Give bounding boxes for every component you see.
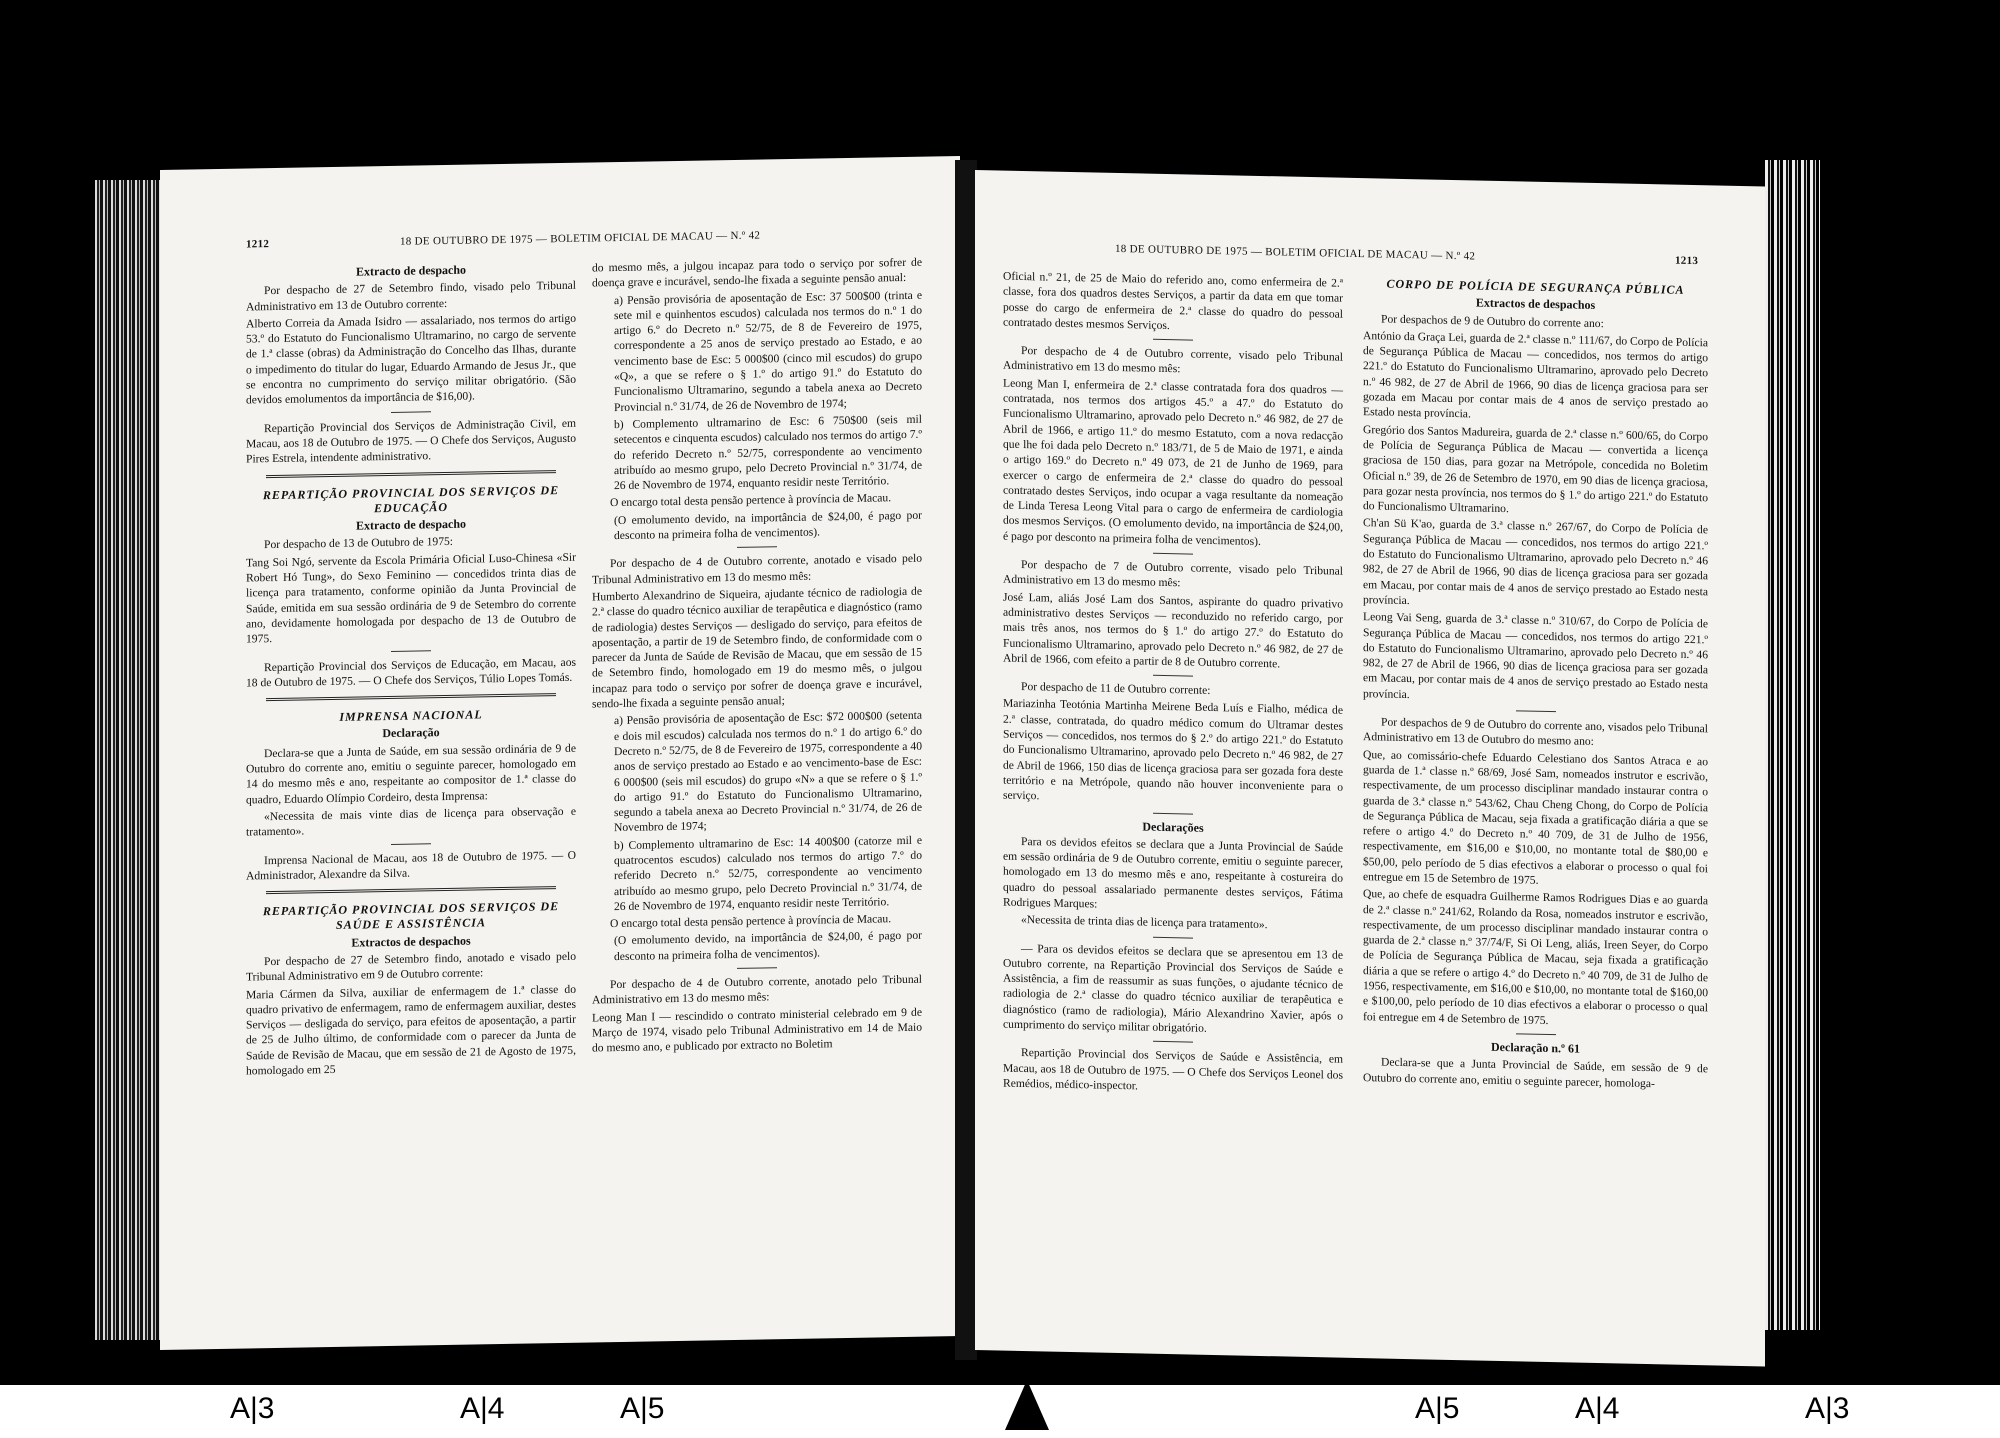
left-page-header: 18 DE OUTUBRO DE 1975 — BOLETIM OFICIAL DE MACAU — N.º 42	[400, 229, 761, 248]
item-heading: Declaração	[382, 725, 440, 741]
paragraph: Oficial n.º 21, de 25 de Maio do referido ano, como enfermeira de 2.ª classe, fora dos quadros destes Serviços, a partir da data em que tomar posse do cargo de enfermeira de 2.ª classe do quadro do pessoal contratado destes mesmos Serviços.	[1003, 269, 1343, 332]
paragraph: (O emolumento devido, na importância de $24,00, é pago por desconto na primeira folha de vencimentos).	[614, 929, 922, 963]
separator-rule	[1153, 675, 1193, 677]
paragraph: Que, ao comissário-chefe Eduardo Celestiano dos Santos Atraca e ao guarda de 1.ª classe n.º 68/69, José Sam, nomeados instrutor e escrivão, respectivamente, de um processo disciplinar mandado instaurar contra o guarda de 3.ª classe n.º 543/62, Chau Cheng Chong, do Corpo de Polícia de Segurança Pública de Macau, seja fixada a gratificação diária a que se refere o artigo 4.º do Decreto n.º 40 709, de 31 de Julho de 1956, respectivamente, em $16,00 e $10,00, no montante total de $80,00 e $50,00, pelo período de 5 dias efectivos a elaborar o processo o qual foi entregue em 15 de Setembro de 1975.	[1363, 747, 1708, 887]
left-page-edge	[95, 180, 165, 1340]
paragraph: Imprensa Nacional de Macau, aos 18 de Outubro de 1975. — O Administrador, Alexandre da Silva.	[246, 848, 576, 883]
paragraph: Por despacho de 4 de Outubro corrente, anotado pelo Tribunal Administrativo em 13 do mesmo mês:	[592, 972, 922, 1007]
paragraph: Por despachos de 9 de Outubro do corrente ano:	[1381, 312, 1604, 330]
paragraph: O encargo total desta pensão pertence à província de Macau.	[610, 491, 892, 510]
frame-annotation: A|4	[460, 1392, 505, 1425]
item-heading: Declarações	[1142, 819, 1204, 835]
ornament-divider	[266, 470, 556, 480]
section-title: IMPRENSA NACIONAL	[339, 707, 483, 724]
separator-rule	[1516, 1033, 1556, 1035]
left-page-number: 1212	[246, 238, 270, 251]
paragraph: a) Pensão provisória de aposentação de Esc: $72 000$00 (setenta e dois mil escudos) calculada nos termos do n.º 1 do artigo 6.º do Decreto n.º 52/75, de 8 de Fevereiro de 1975, correspondente a 40 anos de serviço prestado ao Estado e ao vencimento-base de Esc: 6 000$00 (seis mil escudos) do grupo «N» a que se refere o § 1.º do artigo 91.º do Estatuto do Funcionalismo Ultramarino, segundo a tabela anexa ao Decreto Provincial n.º 31/74, de 26 de Novembro de 1974;	[614, 709, 922, 835]
separator-rule	[391, 411, 431, 413]
separator-rule	[391, 843, 431, 845]
paragraph: Por despacho de 4 de Outubro corrente, anotado e visado pelo Tribunal Administrativo em 13 do mesmo mês:	[592, 552, 922, 587]
paragraph: Repartição Provincial dos Serviços de Educação, em Macau, aos 18 de Outubro de 1975. — O Chefe dos Serviços, Túlio Lopes Tomás.	[246, 655, 576, 690]
item-heading: Declaração n.º 61	[1491, 1039, 1580, 1056]
separator-rule	[737, 547, 777, 549]
paragraph: Que, ao chefe de esquadra Guilherme Ramos Rodrigues Dias e ao guarda de 2.ª classe n.º 241/62, Rolando da Rosa, nomeados instrutor e escrivão, respectivamente, de um processo disciplinar mandado instaurar contra o guarda de 2.ª classe n.º 37/74/F, Si Oi Leng, aliás, Ireen Seyer, do Corpo de Polícia de Segurança Pública de Macau, seja fixada a gratificação diária a que se refere o artigo 4.º do Decreto n.º 40 709, de 31 de Julho de 1956, respectivamente, em $16,00 e $10,00, no montante total de $160,00 e $100,00, pelo período de 10 dias efectivos a elaborar o processo o qual foi entregue em 4 de Setembro de 1975.	[1363, 887, 1708, 1027]
paragraph: Leong Man I, enfermeira de 2.ª classe contratada fora dos quadros — contratada, nos termos dos artigos 45.º a 47.º do Estatuto do Funcionalismo Ultramarino, aprovado pelo Decreto n.º 46 982, de 27 de Abril de 1966, e artigo 11.º do mesmo Estatuto, com a nova redacção que lhe foi dada pelo Decreto n.º 183/71, de 5 de Maio de 1971, e ainda o artigo 169.º do Decreto n.º 49 073, de 21 de Junho de 1969, para exercer o cargo de enfermeira de 2.ª classe do quadro do pessoal contratado destes Serviços, indo ocupar a vaga resultante da nomeação de Linda Teresa Leong Vital para o cargo de enfermeira de cardiologia dos mesmos Serviços. (O emolumento devido, na importância de $24,00, é pago por desconto na primeira folha de vencimentos).	[1003, 376, 1343, 548]
right-column-1	[1003, 269, 1343, 1100]
ornament-divider	[266, 693, 556, 703]
item-heading: Extracto de despacho	[356, 516, 466, 533]
paragraph: b) Complemento ultramarino de Esc: 6 750$00 (seis mil setecentos e cinquenta escudos) calculado nos termos do artigo 7.º do referido Decreto n.º 52/75, correspondente ao vencimento atribuído ao mesmo grupo, pelo Decreto Provincial n.º 31/74, de 26 de Novembro de 1974, enquanto residir neste Território.	[614, 412, 922, 493]
section-title: REPARTIÇÃO PROVINCIAL DOS SERVIÇOS DE EDUCAÇÃO	[262, 482, 560, 516]
right-page	[975, 170, 1765, 1367]
paragraph: Mariazinha Teotónia Martinha Meirene Beda Luís e Fialho, médica de 2.ª classe, contratada, do quadro médico comum do Ultramar destes Serviços — concedidos, nos termos do § 2.º do artigo 221.º do Estatuto do Funcionalismo Ultramarino, aprovado pelo Decreto n.º 46 982, de 27 de Abril de 1966, 150 dias de licença graciosa para ser gozada fora deste território e na Metrópole, quando não houver inconveniente para o serviço.	[1003, 697, 1343, 803]
frame-annotation: A|4	[1575, 1392, 1620, 1425]
section-title: REPARTIÇÃO PROVINCIAL DOS SERVIÇOS DE SAÚDE E ASSISTÊNCIA	[262, 899, 560, 933]
left-column-1	[246, 261, 576, 1081]
right-page-header: 18 DE OUTUBRO DE 1975 — BOLETIM OFICIAL DE MACAU — N.º 42	[1115, 242, 1476, 263]
separator-rule	[1153, 1041, 1193, 1043]
separator-rule	[1153, 812, 1193, 814]
book-gutter	[955, 160, 977, 1360]
paragraph: «Necessita de mais vinte dias de licença para observação e tratamento».	[246, 804, 576, 839]
paragraph: Repartição Provincial dos Serviços de Administração Civil, em Macau, aos 18 de Outubro de 1975. — O Chefe dos Serviços, Augusto Pires Estrela, intendente administrativo.	[246, 416, 576, 466]
separator-rule	[1516, 710, 1556, 712]
paragraph: António da Graça Lei, guarda de 2.ª classe n.º 111/67, do Corpo de Polícia de Segurança Pública de Macau — concedidos, nos termos do artigo 221.º do Estatuto do Funcionalismo Ultramarino, aprovado pelo Decreto n.º 46 982, de 27 de Abril de 1966, 90 dias de licença graciosa para ser gozada em Macau por contar mais de 4 anos de serviço prestado ao Estado nesta província.	[1363, 329, 1708, 421]
paragraph: Repartição Provincial dos Serviços de Saúde e Assistência, em Macau, aos 18 de Outubro de 1975. — O Chefe dos Serviços Leonel dos Remédios, médico-inspector.	[1003, 1046, 1343, 1093]
section-title: CORPO DE POLÍCIA DE SEGURANÇA PÚBLICA	[1386, 276, 1685, 297]
paragraph: O encargo total desta pensão pertence à província de Macau.	[610, 912, 892, 931]
paragraph: do mesmo mês, a julgou incapaz para todo o serviço por sofrer de doença grave e incurável, sendo-lhe fixada a seguinte pensão anual:	[592, 255, 922, 290]
paragraph: Por despacho de 13 de Outubro de 1975:	[264, 535, 454, 552]
paragraph: — Para os devidos efeitos se declara que se apresentou em 13 de Outubro corrente, na Repartição Provincial dos Serviços de Saúde e Assistência, a fim de reassumir as suas funções, o ajudante técnico de radiologia de 2.ª classe do quadro técnico auxiliar de terapêutica e diagnóstico (ramo de radiologia), Mário Alexandrino Xavier, após o cumprimento do serviço militar obrigatório.	[1003, 941, 1343, 1035]
right-column-2	[1363, 276, 1708, 1094]
paragraph: Maria Cármen da Silva, auxiliar de enfermagem de 1.ª classe do quadro privativo de enfermagem, ramo de enfermagem auxiliar, destes Serviços — desligada do serviço, para efeitos de aposentação, a partir de 25 de Julho último, de conformidade com o parecer da Junta de Saúde de Revisão de Macau, que em sessão de 21 de Agosto de 1975, homologado em 25	[246, 982, 576, 1078]
paragraph: Ch'an Sü K'ao, guarda de 3.ª classe n.º 267/67, do Corpo de Polícia de Segurança Pública de Macau — concedidos, nos termos do artigo 221.º do Estatuto do Funcionalismo Ultramarino, aprovado pelo Decreto n.º 46 982, de 27 de Abril de 1966, 90 dias de licença graciosa para ser gozada em Macau, por contar mais de 4 anos de serviço prestado ao Estado nesta província.	[1363, 516, 1708, 608]
paragraph: Declara-se que a Junta de Saúde, em sua sessão ordinária de 9 de Outubro do corrente ano, emitiu o seguinte parecer, homologado em 14 do mesmo mês e ano, respeitante ao compositor de 1.ª classe do quadro, Eduardo Olímpio Cordeiro, desta Imprensa:	[246, 741, 576, 807]
paragraph: Leong Man I — rescindido o contrato ministerial celebrado em 9 de Março de 1974, visado pelo Tribunal Administrativo em 14 de Maio do mesmo ano, e publicado por extracto no Boletim	[592, 1005, 922, 1055]
item-heading: Extractos de despachos	[1475, 295, 1596, 313]
separator-rule	[1153, 339, 1193, 341]
separator-rule	[1153, 936, 1193, 938]
paragraph: Por despachos de 9 de Outubro do corrente ano, visados pelo Tribunal Administrativo em 13 de Outubro do mesmo ano:	[1363, 715, 1708, 749]
frame-annotation: A|5	[1415, 1392, 1460, 1425]
frame-annotation: A|3	[1805, 1392, 1850, 1425]
paragraph: (O emolumento devido, na importância de $24,00, é pago por desconto na primeira folha de vencimentos).	[614, 508, 922, 543]
paragraph: José Lam, aliás José Lam dos Santos, aspirante do quadro privativo administrativo destes Serviços — reconduzido no referido cargo, por mais três anos, nos termos do § 1.º do artigo 27.º do Estatuto do Funcionalismo Ultramarino, aprovado pelo Decreto n.º 46 982, de 27 de Abril de 1966, com efeito a partir de 8 de Outubro corrente.	[1003, 590, 1343, 671]
paragraph: Por despacho de 27 de Setembro findo, visado pelo Tribunal Administrativo em 13 de Outubro corrente:	[246, 279, 576, 314]
spine-marker	[1005, 1380, 1049, 1430]
frame-annotation: A|3	[230, 1392, 275, 1425]
paragraph: Por despacho de 7 de Outubro corrente, visado pelo Tribunal Administrativo em 13 do mesmo mês:	[1003, 558, 1343, 590]
frame-annotation: A|5	[620, 1392, 665, 1425]
separator-rule	[391, 650, 431, 652]
paragraph: Por despacho de 4 de Outubro corrente, visado pelo Tribunal Administrativo em 13 do mesmo mês:	[1003, 344, 1343, 376]
paragraph: Tang Soi Ngó, servente da Escola Primária Oficial Luso-Chinesa «Sir Robert Hó Tung», do Sexo Feminino — concedidos trinta dias de licença para tratamento, conforme opinião da Junta Provincial de Saúde, emitida em sua sessão ordinária de 9 de Setembro do corrente ano, devidamente homologada por despacho de 13 de Outubro de 1975.	[246, 550, 576, 646]
paragraph: Gregório dos Santos Madureira, guarda de 2.ª classe n.º 600/65, do Corpo de Polícia de Segurança Pública de Macau — convertida a licença graciosa de 150 dias, para gozar na Metrópole, concedida no Boletim Oficial n.º 39, de 26 de Setembro de 1970, em 90 dias de licença graciosa, para gozar nesta província, nos termos do § 1.º do artigo 221.º do Estatuto do Funcionalismo Ultramarino.	[1363, 422, 1708, 516]
paragraph: b) Complemento ultramarino de Esc: 14 400$00 (catorze mil e quatrocentos escudos) calculado nos termos do artigo 7.º do referido Decreto n.º 52/75, correspondente ao vencimento atribuído ao mesmo grupo, pelo Decreto Provincial n.º 31/74, de 26 de Novembro de 1974, enquanto residir neste Território.	[614, 833, 922, 913]
paragraph: Por despacho de 11 de Outubro corrente:	[1021, 680, 1211, 698]
paragraph: Declara-se que a Junta Provincial de Saúde, em sessão de 9 de Outubro do corrente ano, emitiu o seguinte parecer, homologa-	[1363, 1055, 1708, 1090]
right-page-edge	[1765, 160, 1820, 1330]
left-page	[160, 156, 960, 1350]
ornament-divider	[266, 886, 556, 896]
paragraph: Para os devidos efeitos se declara que a Junta Provincial de Saúde em sessão ordinária de 9 de Outubro corrente, emitiu o seguinte parecer, homologado em 13 do mesmo mês e ano, respeitante à costureira do quadro do pessoal assalariado permanente destes serviços, Fátima Rodrigues Marques:	[1003, 834, 1343, 911]
paragraph: a) Pensão provisória de aposentação de Esc: 37 500$00 (trinta e sete mil e quinhentos escudos) calculada nos termos do n.º 1 do artigo 6.º do Decreto n.º 52/75, de 8 de Fevereiro de 1975, correspondente a 25 anos de serviço prestado ao Estado, e ao vencimento base de Esc: 5 000$00 (cinco mil escudos) do grupo «Q», a que se refere o § 1.º do artigo 91.º do Estatuto do Funcionalismo Ultramarino, segundo a tabela anexa ao Decreto Provincial n.º 31/74, de 26 de Novembro de 1974;	[614, 288, 922, 414]
right-page-number: 1213	[1675, 254, 1699, 268]
left-column-2	[592, 255, 922, 1058]
paragraph: Por despacho de 27 de Setembro findo, anotado e visado pelo Tribunal Administrativo em 9 de Outubro corrente:	[246, 949, 576, 984]
separator-rule	[1153, 553, 1193, 555]
paragraph: Leong Vai Seng, guarda de 3.ª classe n.º 310/67, do Corpo de Polícia de Segurança Pública de Macau — concedidos, nos termos do artigo 221.º do Estatuto do Funcionalismo Ultramarino, aprovado pelo Decreto n.º 46 982, de 27 de Abril de 1966, 90 dias de licença graciosa para ser gozada em Macau, por contar mais de 4 anos de serviço prestado ao Estado nesta província.	[1363, 610, 1708, 701]
microfilm-strip	[0, 1385, 2000, 1438]
paragraph: Alberto Correia da Amada Isidro — assalariado, nos termos do artigo 53.º do Estatuto do Funcionalismo Ultramarino, no cargo de servente de 1.ª classe (obras) da Administração do Concelho das Ilhas, durante o impedimento do titular do lugar, Eduardo Armando de Jesus Jr., que se encontra no cumprimento do serviço militar obrigatório. (São devidos emolumentos da importância de $16,00).	[246, 311, 576, 407]
separator-rule	[737, 967, 777, 969]
item-heading: Extracto de despacho	[356, 262, 466, 279]
paragraph: «Necessita de trinta dias de licença para tratamento».	[1021, 913, 1268, 932]
paragraph: Humberto Alexandrino de Siqueira, ajudante técnico de radiologia de 2.ª classe do quadro técnico auxiliar de terapêutica e diagnóstico (ramo de radiologia) destes Serviços — desligado do serviço, para efeitos de aposentação, a partir de 19 de Setembro findo, de conformidade com o parecer da Junta de Saúde de Revisão de Macau, que em sessão de 15 de Setembro findo, homologado em 19 do mesmo mês, o julgou incapaz para todo o serviço por sofrer de doença grave e incurável, sendo-lhe fixada a seguinte pensão anual;	[592, 584, 922, 711]
item-heading: Extractos de despachos	[351, 933, 471, 950]
